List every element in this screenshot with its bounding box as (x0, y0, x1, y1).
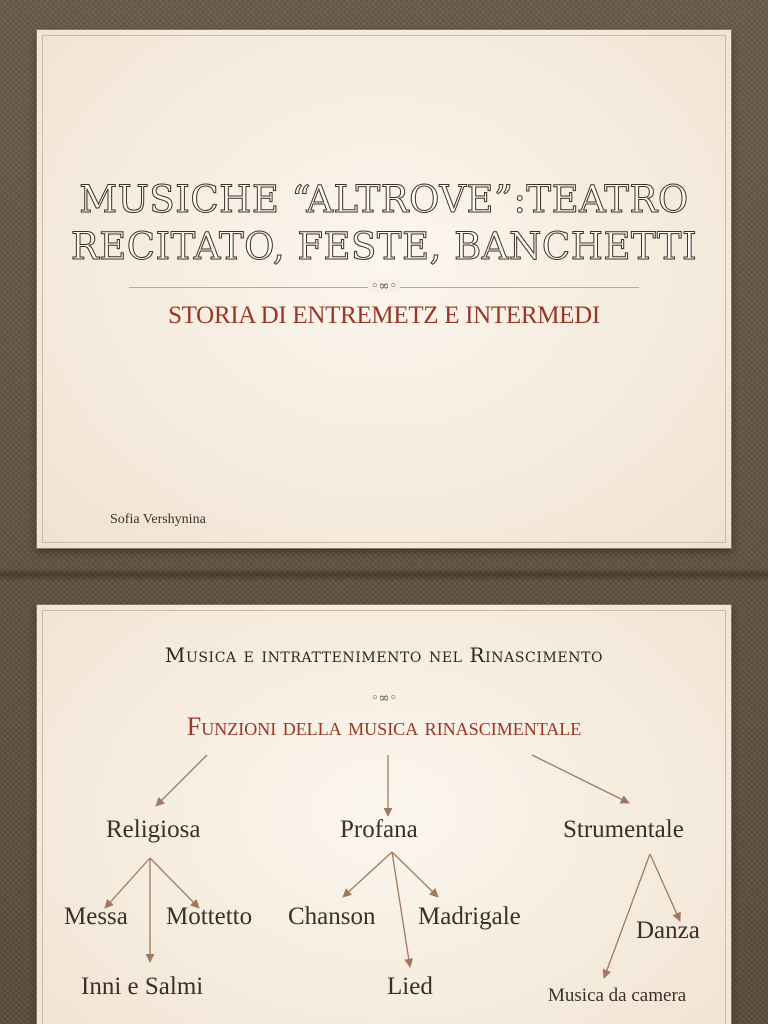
slide-1-card (37, 30, 731, 548)
author-name: Sofia Vershynina (110, 512, 206, 527)
title-line-1: MUSICHE “ALTROVE”:TEATRO (79, 178, 689, 221)
slide-subtitle: STORIA DI ENTREMETZ E INTERMEDI (168, 302, 600, 329)
slide-title (37, 176, 731, 270)
arrow-to-madrigale (392, 852, 438, 897)
item-lied: Lied (387, 973, 433, 1000)
category-religiosa: Religiosa (106, 816, 201, 843)
item-inni-e-salmi: Inni e Salmi (81, 973, 204, 1000)
category-strumentale: Strumentale (563, 816, 684, 843)
title-line-2: RECITATO, FESTE, BANCHETTI (70, 225, 698, 268)
slide-heading: Musica e intrattenimento nel Rinascimento (164, 643, 604, 667)
ornament-icon: ◦∞◦ (370, 691, 398, 706)
slide-2-card (37, 605, 731, 1024)
item-madrigale: Madrigale (418, 903, 521, 930)
slide-2 (0, 576, 768, 1024)
item-musica-da-camera: Musica da camera (548, 985, 687, 1006)
arrow-to-lied (392, 852, 410, 967)
item-chanson: Chanson (288, 903, 376, 930)
arrow-to-musica-da-camera (604, 854, 650, 978)
ornament-icon: ◦∞◦ (368, 280, 400, 293)
arrow-to-mottetto (150, 858, 199, 908)
arrow-to-danza (650, 854, 680, 921)
category-profana: Profana (340, 816, 418, 843)
item-mottetto: Mottetto (166, 903, 253, 930)
arrow-to-messa (105, 858, 150, 908)
slide-subheading: Funzioni della musica rinascimentale (186, 712, 582, 741)
item-messa: Messa (64, 903, 128, 930)
item-danza: Danza (636, 917, 700, 944)
arrow-to-chanson (343, 852, 392, 897)
arrow-to-strumentale (532, 755, 629, 803)
diagram-arrows (37, 605, 731, 1024)
arrow-to-religiosa (156, 755, 207, 806)
